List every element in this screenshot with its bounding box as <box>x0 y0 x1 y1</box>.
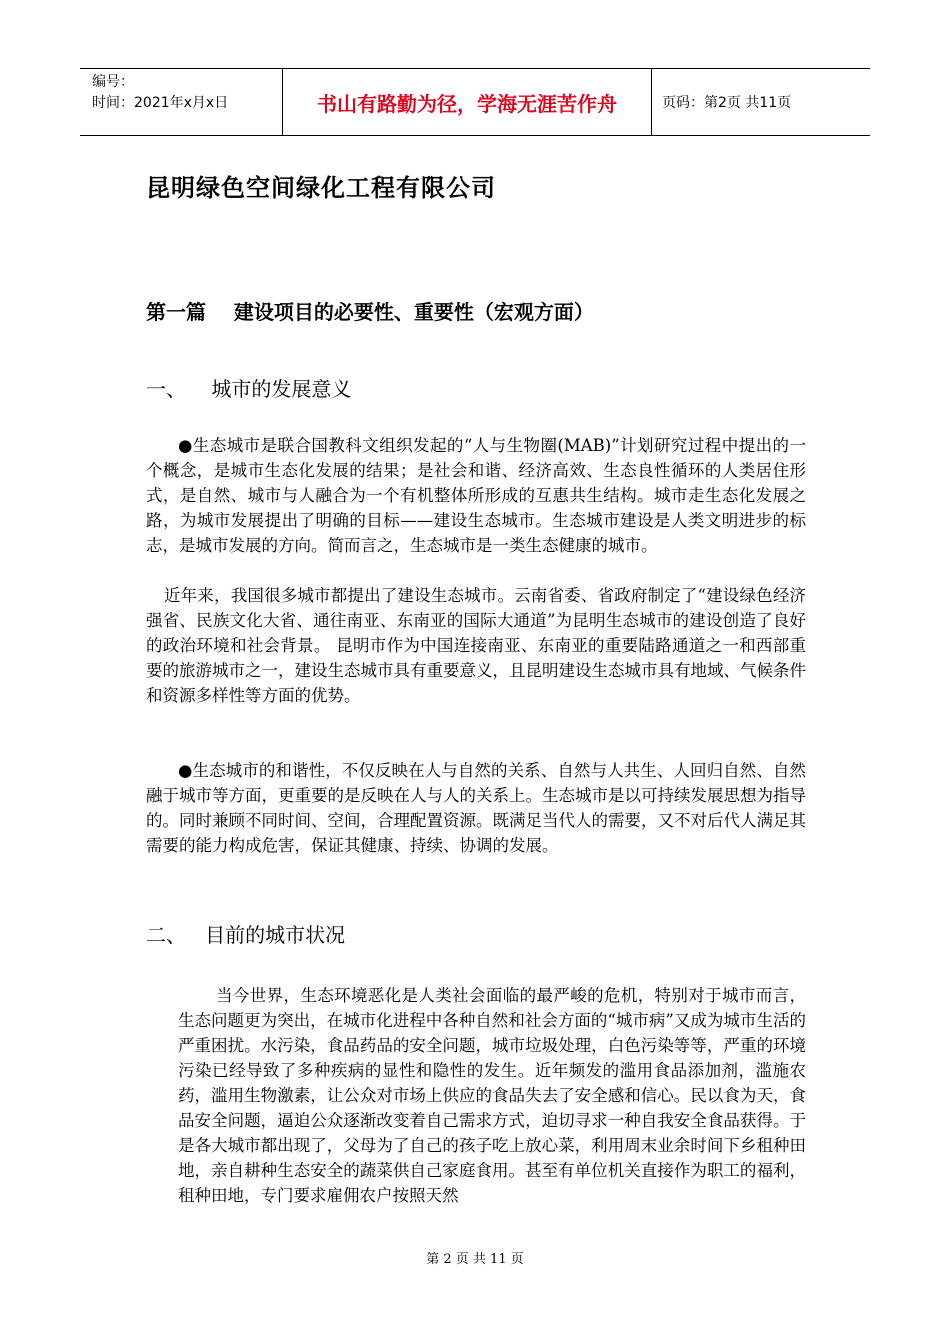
header-meta <box>80 69 282 135</box>
document-number-label: 编号： <box>92 74 134 90</box>
page-header <box>80 68 870 136</box>
header-motto: 书山有路勤为径，学海无涯苦作舟 <box>282 69 652 135</box>
page-footer: 第 2 页 共 11 页 <box>426 1252 524 1267</box>
company-name: 昆明绿色空间绿化工程有限公司 <box>146 174 496 202</box>
chapter-title: 第一篇 建设项目的必要性、重要性（宏观方面） <box>146 300 594 324</box>
paragraph: 当今世界，生态环境恶化是人类社会面临的最严峻的危机，特别对于城市而言，生态问题更为突出，在城市化进程中各种自然和社会方面的“城市病”又成为城市生活的严重困扰。水污染，食品药品的安全问题，城市垃圾处理，白色污染等等，严重的环境污染已经导致了多种疾病的显性和隐性的发生。近年频发的滥用食品添加剂，滥施农药，滥用生物激素，让公众对市场上供应的食品失去了安全感和信心。民以食为天，食品安全问题，逼迫公众逐渐改变着自己需求方式，迫切寻求一种自我安全食品获得。于是各大城市都出现了，父母为了自己的孩子吃上放心菜，利用周末业余时间下乡租种田地，亲自耕种生态安全的蔬菜供自己家庭食用。甚至有单位机关直接作为职工的福利，租种田地，专门要求雇佣农户按照天然 <box>178 986 806 1205</box>
section-heading-1: 一、 城市的发展意义 <box>146 377 352 401</box>
paragraph: 近年来，我国很多城市都提出了建设生态城市。云南省委、省政府制定了“建设绿色经济强省、民族文化大省、通往南亚、东南亚的国际大通道”为昆明生态城市的建设创造了良好的政治环境和社会背景。 昆明市作为中国连接南亚、东南亚的重要陆路通道之一和西部重要的旅游城市之一，建设生态城市具有重要意义，且昆明建设生态城市具有地域、气候条件和资源多样性等方面的优势。 <box>146 586 806 705</box>
header-page-info: 页码：第2页 共11页 <box>662 95 792 111</box>
paragraph: ●生态城市是联合国教科文组织发起的“人与生物圈(MAB)”计划研究过程中提出的一个概念，是城市生态化发展的结果；是社会和谐、经济高效、生态良性循环的人类居住形式，是自然、城市与人融合为一个有机整体所形成的互惠共生结构。城市走生态化发展之路，为城市发展提出了明确的目标——建设生态城市。生态城市建设是人类文明进步的标志，是城市发展的方向。简而言之，生态城市是一类生态健康的城市。 <box>146 436 806 555</box>
section-heading-2: 二、 目前的城市状况 <box>146 923 346 947</box>
paragraph: ●生态城市的和谐性，不仅反映在人与自然的关系、自然与人共生、人回归自然、自然融于城市等方面，更重要的是反映在人与人的关系上。生态城市是以可持续发展思想为指导的。同时兼顾不同时间、空间，合理配置资源。既满足当代人的需要，又不对后代人满足其需要的能力构成危害，保证其健康、持续、协调的发展。 <box>146 761 806 855</box>
document-date: 时间：2021年x月x日 <box>92 95 229 111</box>
